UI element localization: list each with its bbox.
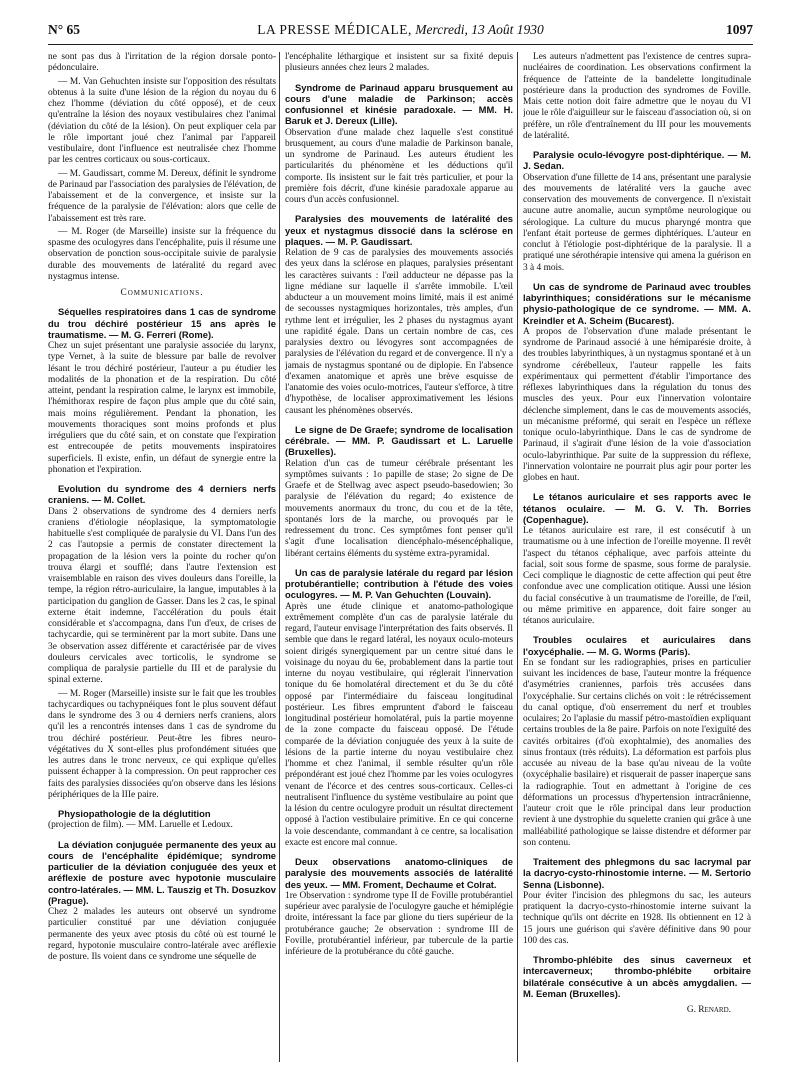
- section-heading-communications: Communications.: [120, 288, 204, 298]
- communication-title: Un cas de syndrome de Parinaud avec troubles labyrinthiques; considérations sur le mécanisme physio-pathologique de ce syndrome. — MM. A. Kreindler et A. Scheim (Bucarest).: [523, 280, 751, 326]
- paragraph: — M. Van Gehuchten insiste sur l'opposition des résultats obtenus à la suite d'une lésion de la région du noyau du 6 chez l'homme (déviation du côté opposé), et de ceux qu'entraîne la lésion des noyaux vestibulaires chez l'animal (déviation du côté de la lésion). On peut expliquer cela par le rôle important joué chez l'animal par l'appareil vestibulaire, dont l'influence est neutralisée chez l'homme par les centres corticaux ou sous-corticaux.: [48, 76, 276, 166]
- communication-title: Troubles oculaires et auriculaires dans l'oxycéphalie. — M. G. Worms (Paris).: [523, 634, 751, 657]
- paragraph: Observation d'une malade chez laquelle s'est constitué brusquement, au cours d'une maladie de Parkinson banale, un syndrome de Parinaud. Les auteurs étudient les particularités du phénomène et les déductions qu'il comporte. Ils insistent sur le fait très particulier, et pour la première fois décrit, d'une kinésie paradoxale apparue au cours d'un accès confusionnel.: [285, 127, 513, 205]
- communication-title: Le signe de De Graefe; syndrome de localisation cérébrale. — MM. P. Gaudissart et L. Laruelle (Bruxelles).: [285, 423, 513, 458]
- communication-title: Paralysies des mouvements de latéralité des yeux et nystagmus dissocié dans la sclérose en plaques. — M. P. Gaudissart.: [285, 213, 513, 247]
- paragraph: A propos de l'observation d'une malade présentant le syndrome de Parinaud associé à une hémiparésie droite, à des troubles labyrinthiques, à un nystagmus spontané et à un syndrome cérébelleux, l'auteur rappelle les faits expérimentaux qui permettent d'établir l'importance des réflexes labyrinthiques dans la régulation du tonus des muscles des yeux. Pour eux l'innervation volontaire déclenche simplement, dans le cas de mouvements associés, un mécanisme préformé, qui serait en l'espèce un réflexe tonique oculo-labyrinthique. Dans le cas de syndrome de Parinaud, il s'agirait d'une lésion de la voie d'association oculo-labyrinthique. Par suite de la suppression du réflexe, l'innervation volontaire ne pourrait plus agir pour porter les globes en haut.: [523, 326, 751, 483]
- paragraph: Relation de 9 cas de paralysies des mouvements associés des yeux dans la sclérose en plaques, paralysies présentant les caractères suivants : l'œil adducteur ne dépasse pas la ligne médiane sur laquelle il s'arrête immobile. L'œil abducteur a un mouvement moins limité, mais il est animé de secousses nystagmiques horizontales, très amples, d'un rythme lent et irrégulier, les 2 phases du nystagmus ayant une rapidité égale. Dans un certain nombre de cas, ces paralysies dextro ou lévogyres sont accompagnées de paralysies de l'élévation du regard et de convergence. Il n'y a jamais de nystagmus spontané ou de diplopie. En l'absence d'examen anatomique et après une brève esquisse de l'anatomie des voies oculo-motrices, l'auteur s'efforce, à titre d'hypothèse, de localiser approximativement les lésions causant les phénomènes observés.: [285, 248, 513, 416]
- column-divider: [279, 52, 280, 1062]
- paragraph: ne sont pas dus à l'irritation de la région dorsale ponto-pédonculaire.: [48, 52, 276, 74]
- page-number: 1097: [726, 22, 753, 37]
- communication-title: Paralysie oculo-lévogyre post-diphtérique. — M. J. Sedan.: [523, 149, 751, 172]
- issue-date: Mercredi, 13 Août 1930: [415, 22, 544, 37]
- communication-title: Thrombo-phlébite des sinus caverneux et intercaverneux; thrombo-phlébite orbitaire bilatérale consécutive à un abcès amygdalien. — M. Eeman (Bruxelles).: [523, 954, 751, 999]
- paragraph: Pour éviter l'incision des phlegmons du sac, les auteurs pratiquent la dacryo-cysto-rhinostomie interne suivant la technique qu'ils ont décrite en 1928. Ils obtiennent en 12 à 15 jours une guérison qui s'avère définitive dans 90 pour 100 des cas.: [523, 890, 751, 946]
- paragraph: Chez 2 malades les auteurs ont observé un syndrome particulier constitué par une déviation conjuguée permanente des yeux avec ptosis du côté où est tourné le regard, hypotonie musculaire contro-latérale avec aréflexie de posture. Ils voient dans ce syndrome une séquelle de: [48, 907, 276, 962]
- column-left: [48, 52, 276, 1062]
- paragraph: Chez un sujet présentant une paralysie associée du larynx, type Vernet, à la suite de blessure par balle de revolver lésant le trou déchiré postérieur, l'auteur a pu étudier les modalités de la phonation et de la respiration. Du côté atteint, pendant la respiration calme, le larynx est immobile, l'hémithorax respire de façon plus ample que du côté sain, mais moins régulièrement. Pendant la phonation, les mouvements thoraciques sont moins profonds et plus irréguliers que du côté sain, et on constate que l'expiration est entrecoupée de petits mouvements inspiratoires superficiels. Il existe, enfin, un défaut de synergie entre la phonation et l'expiration.: [48, 341, 276, 475]
- paragraph: — M. Roger (Marseille) insiste sur le fait que les troubles tachycardiques ou tachypnéiques font le plus souvent défaut dans le syndrome des 3 ou 4 derniers nerfs craniens, alors qu'il les a rencontrés intenses dans 1 cas de syndrome du trou déchiré postérieur. Peut-être les fibres neuro-végétatives du X sont-elles plus profondément situées que les autres dans le tronc nerveux, ce qui explique qu'elles puissent échapper à la compression. On peut rapprocher ces faits des paralysies dissociées qu'on observe dans les lésions périphériques de la IIIe paire.: [48, 688, 276, 800]
- paragraph: Le tétanos auriculaire est rare, il est consécutif à un traumatisme ou à une infection de l'oreille moyenne. Il revêt l'aspect du tétanos céphalique, avec parfois atteinte du facial, soit sous forme de spasme, sous forme de paralysie. Ceci complique le diagnostic de cette affection qui peut être confondue avec une complication otitique. Aussi une lésion du facial consécutive à un traumatisme de l'oreille, de l'œil, ou même primitive en apparence, doit faire songer au tétanos auriculaire.: [523, 526, 751, 626]
- paragraph: Relation d'un cas de tumeur cérébrale présentant les symptômes suivants : 1o papille de stase; 2o signe de De Graefe et de Stellwag avec aspect pseudo-basedowien; 3o paralysie de l'élévation du regard; 4o existence de mouvements anormaux du tronc, du cou et de la tête, spontanés lors de la marche, ou provoqués par le redressement du tronc. Ces symptômes font penser qu'il s'agit d'une localisation diencéphalo-mésencéphalique, libérant certains éléments du système extra-pyramidal.: [285, 458, 513, 559]
- header-center: [48, 22, 753, 38]
- paragraph: Observation d'une fillette de 14 ans, présentant une paralysie des mouvements de latéralité vers la gauche avec conservation des mouvements de convergence. Il n'existait aucune autre anomalie, aucun symptôme neurologique ou sérologique. La culture du mucus pharyngé montra que l'enfant était porteuse de germes diphtériques. L'auteur en conclut à l'étiologie post-diphtérique de la paralysie. Il a pratiqué une sérothérapie intensive qui amena la guérison en 3 à 4 mois.: [523, 172, 751, 273]
- communication-title: Séquelles respiratoires dans 1 cas de syndrome du trou déchiré postérieur 15 ans après le traumatisme. — M. G. Ferreri (Rome).: [48, 306, 276, 340]
- journal-title: LA PRESSE MÉDICALE,: [257, 22, 412, 37]
- paragraph: — M. Roger (de Marseille) insiste sur la fréquence du spasme des oculogyres dans l'encéphalite, puis il résume une observation de ponction sous-occipitale suivie de paralysie durable des mouvements de latéralité du regard avec nystagmus intense.: [48, 226, 276, 282]
- communication-title: Deux observations anatomo-cliniques de paralysie des mouvements associés de latéralité des yeux. — MM. Froment, Dechaume et Colrat.: [285, 856, 513, 890]
- paragraph: l'encéphalite léthargique et insistent sur sa fixité depuis plusieurs années chez leurs 2 malades.: [285, 52, 513, 74]
- column-divider: [517, 52, 518, 1062]
- communication-title: Un cas de paralysie latérale du regard par lésion protubérantielle; contribution à l'étude des voies oculogyres. — M. P. Van Gehuchten (Louvain).: [285, 566, 513, 601]
- paragraph: 1re Observation : syndrome type II de Foville protubérantiel supérieur avec paralysie de l'oculogyre gauche et hémiplégie droite, intéressant la face par glione du tiers supérieur de la protubérance gauche; 2e observation : syndrome III de Foville, protubérantiel inférieur, par tubercule de la partie inférieure de la protubérance du côté gauche.: [285, 890, 513, 957]
- communication-title: Syndrome de Parinaud apparu brusquement au cours d'une maladie de Parkinson; accès confusionnel et kinésie paradoxale. — MM. H. Baruk et J. Dereux (Lille).: [285, 81, 513, 127]
- communication-title: Physiopathologie de la déglutition: [58, 808, 211, 819]
- paragraph: Après une étude clinique et anatomo-pathologique extrêmement complète d'un cas de paralysie latérale du regard, l'auteur envisage l'interprétation des faits observés. Il semble que dans le regard latéral, les noyaux oculo-moteurs soient dirigés synergiquement par un centre situé dans le voisinage du noyau du 6e, probablement dans la partie tout interne du noyau vestibulaire, qui réglerait l'innervation tonique du 6e homolatéral directement et du 3e du côté opposé par l'intermédiaire du faisceau longitudinal postérieur. Les fibres empruntent d'abord le faisceau longitudinal postérieur homolatéral, puis la partie moyenne de la zone compacte du faisceau opposé. De l'étude comparée de la déviation conjuguée des yeux à la suite de lésions de la partie interne du noyau vestibulaire chez l'homme et chez l'animal, il semble résulter qu'un rôle prépondérant est joué chez l'homme par les voies oculogyres venant de l'écorce et des centres sous-corticaux. Celles-ci neutralisent l'influence du système vestibulaire au point que la lésion du centre oculogyre produit un résultat directement opposé à l'action vestibulaire primitive. En ce qui concerne la voie descendante, commandant à ce centre, sa localisation exacte est encore mal connue.: [285, 601, 513, 848]
- communication-title: Le tétanos auriculaire et ses rapports avec le tétanos oculaire. — M. G. V. Th. Borries (Copenhague).: [523, 491, 751, 525]
- column-right: [523, 52, 751, 1062]
- author-signature: G. Renard.: [686, 1005, 731, 1015]
- paragraph: En se fondant sur les radiographies, prises en particulier suivant les incidences de base, l'auteur montre la fréquence d'asymétries craniennes, parfois très accusées dans l'oxycéphalie. Sur certains clichés on voit : le rétrécissement du canal optique, d'où enserrement du nerf et troubles oculaires; 2o l'aplasie du massif pétro-mastoïdien expliquant certains troubles de la 8e paire. Parfois on note l'exiguïté des cavités orbitaires (d'où exophtalmie), des anomalies des sinus frontaux (très réduits). La déformation est parfois plus accusée au niveau de la base qu'au niveau de la voûte (oxycéphalie basilaire) et risquerait de passer inaperçue sans la radiographie. Tout en admettant à l'origine de ces déformations un processus d'hypertension intracrânienne, l'auteur croit que le rôle principal dans leur production revient à une dystrophie du squelette cranien qui grâce à une malléabilité pathologique se laisse distendre et déformer par son contenu.: [523, 657, 751, 848]
- issue-number: N° 65: [48, 22, 81, 37]
- paragraph: Dans 2 observations de syndrome des 4 derniers nerfs craniens d'étiologie néoplasique, la symptomatologie habituelle s'est compliquée de paralysie du VI. Dans l'un des 2 cas l'autopsie a permis de constater directement la propagation de la lésion vers la pointe du rocher qu'on trouva élargi et soufflé; dans l'autre l'extension est vraisemblable en raison des vives douleurs dans l'oreille, la tempe, la région rétro-auriculaire, la langue, imputables à la participation du ganglion de Gasser. Dans les 2 cas, le spinal externe était indemne, l'accélération du pouls était considérable et s'accompagna, dans l'un d'eux, de crises de tachycardie, qui se terminèrent par la mort subite. Dans une 3e observation assez différente et caractérisée par de vives douleurs cervicales avec torticolis, le syndrome se compliqua de paralysie partielle du III et de paralysie du spinal externe.: [48, 506, 276, 686]
- page-header: [48, 20, 753, 45]
- column-middle: [285, 52, 513, 1062]
- paragraph: — M. Gaudissart, comme M. Dereux, définit le syndrome de Parinaud par l'association des paralysies de l'élévation, de l'abaissement et de la convergence, et insiste sur la fréquence de la paralysie de l'élévation: alors que celle de l'abaissement est très rare.: [48, 168, 276, 224]
- communication-title: Traitement des phlegmons du sac lacrymal par la dacryo-cysto-rhinostomie interne. — M. Sertorio Senna (Lisbonne).: [523, 856, 751, 890]
- communication-title: La déviation conjuguée permanente des yeux au cours de l'encéphalite épidémique; syndrome particulier de la déviation conjuguée des yeux et aréflexie de posture avec hypotonie musculaire contro-latérales. — MM. L. Tauszig et Th. Dosuzkov (Prague).: [48, 838, 276, 906]
- paragraph: (projection de film). — MM. Laruelle et Ledoux.: [48, 820, 233, 831]
- communication-title: Evolution du syndrome des 4 derniers nerfs craniens. — M. Collet.: [48, 483, 276, 506]
- paragraph: Les auteurs n'admettent pas l'existence de centres supra-nucléaires de coordination. Les observations confirment la fréquence de l'atteinte de la bandelette longitudinale postérieure dans la production des syndromes de Foville. Mais cette notion doit faire admettre que le noyau du VI joue le rôle d'aiguilleur sur le faisceau d'association où, si on préfère, un rôle d'entraînement du III pour les mouvements de latéralité.: [523, 52, 751, 141]
